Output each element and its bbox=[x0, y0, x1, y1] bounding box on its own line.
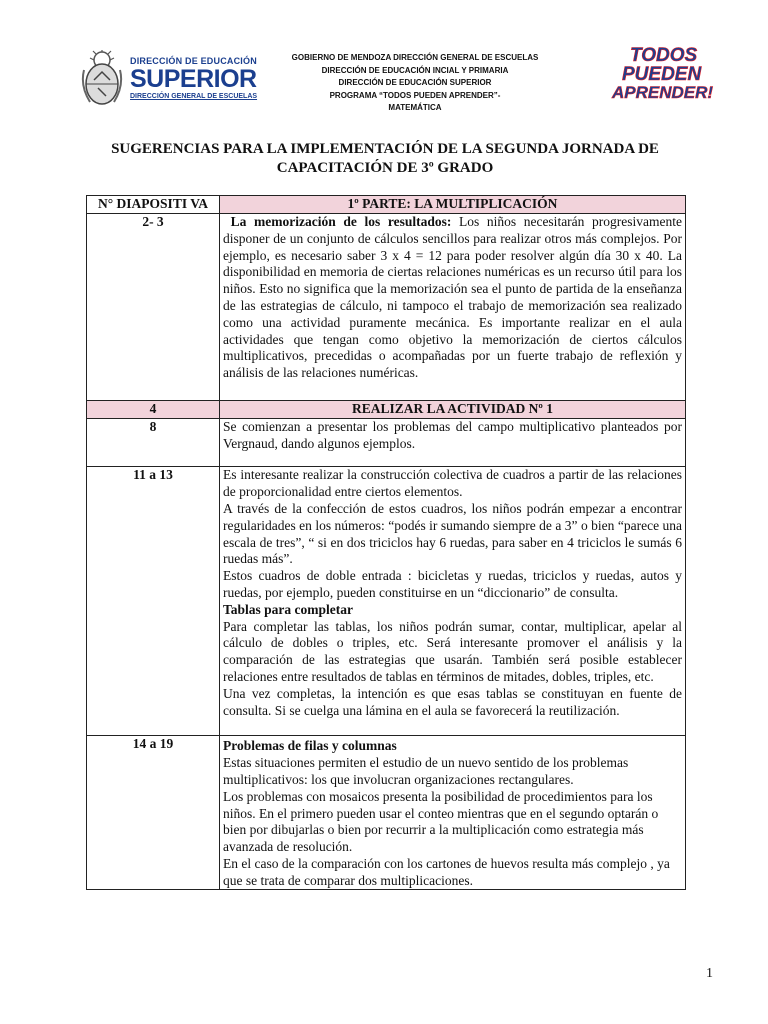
table-row bbox=[87, 400, 686, 418]
header-line: PROGRAMA “TODOS PUEDEN APRENDER”- bbox=[329, 90, 501, 100]
page-header bbox=[0, 0, 768, 120]
col-header-slide: N° DIAPOSITI VA bbox=[87, 196, 220, 214]
table-row bbox=[87, 467, 686, 736]
title-line-2: CAPACITACIÓN DE 3º GRADO bbox=[276, 160, 494, 176]
slide-number: 4 bbox=[87, 400, 220, 418]
header-line: MATEMÁTICA bbox=[388, 103, 442, 112]
paragraph: Estos cuadros de doble entrada : bicicletas y ruedas, triciclos y ruedas, autos y ruedas, por ejemplo, pueden constituirse en un “diccionario” de consulta. bbox=[223, 568, 682, 600]
table-header-row bbox=[87, 196, 686, 214]
logo-word-2: PUEDEN bbox=[622, 64, 702, 85]
paragraph: Es interesante realizar la construcción colectiva de cuadros a partir de las relaciones de proporcionalidad entre ciertos elementos. bbox=[223, 467, 682, 500]
header-line: DIRECCIÓN DE EDUCACIÓN SUPERIOR bbox=[338, 78, 492, 87]
section-subtitle: Problemas de filas y columnas bbox=[223, 738, 397, 754]
paragraph: Para completar las tablas, los niños podrán sumar, contar, multiplicar, apelar al cálculo de dobles o triples, etc. Será interesante promover el análisis y la comparación de las estrategias que usarán. También será posible establecer relaciones entre resultados de tablas en términos de mitades, dobles, triples, etc. bbox=[223, 618, 682, 684]
coat-of-arms-icon bbox=[80, 50, 124, 106]
table-row bbox=[87, 418, 686, 467]
content-table bbox=[86, 195, 686, 890]
slide-number: 14 a 19 bbox=[87, 736, 220, 890]
row-content bbox=[220, 736, 686, 890]
header-text bbox=[270, 52, 560, 115]
slide-number: 8 bbox=[87, 418, 220, 467]
logo-word-1: TODOS bbox=[630, 45, 698, 66]
paragraph: Los problemas con mosaicos presenta la posibilidad de procedimientos para los niños. En el primero pueden usar el conteo mientras que en el segundo optarán o bien por dibujarlas o bien por recurrir a la multiplicación como estrategia más avanzada de resolución. bbox=[223, 788, 659, 855]
row-lead: La memorización de los resultados: bbox=[230, 214, 452, 229]
paragraph: A través de la confección de estos cuadros, los niños podrán empezar a encontrar regularidades en los números: “podés ir sumando siempre de a 3” o bien “parece una escala de tres”, “ si en dos triciclos hay 6 ruedas, para saber en 4 triciclos le sumás 6 ruedas más”. bbox=[223, 500, 682, 567]
todos-pueden-aprender-logo bbox=[610, 44, 714, 106]
col-header-part: 1º PARTE: LA MULTIPLICACIÓN bbox=[220, 196, 686, 214]
section-subtitle: Tablas para completar bbox=[223, 601, 354, 617]
logo-line-2: SUPERIOR bbox=[130, 65, 257, 93]
paragraph: Estas situaciones permiten el estudio de un nuevo sentido de los problemas multiplicativos: los que involucran organizaciones rectangulares. bbox=[223, 755, 629, 787]
page-number: 1 bbox=[706, 966, 713, 981]
table-row bbox=[87, 736, 686, 890]
logo-line-1: DIRECCIÓN DE EDUCACIÓN bbox=[130, 56, 257, 66]
slide-number: 2- 3 bbox=[87, 214, 220, 401]
paragraph: Una vez completas, la intención es que esas tablas se constituyan en fuente de consulta. Si se cuelga una lámina en el aula se favorecerá la reutilización. bbox=[223, 685, 682, 718]
title-line-1: SUGERENCIAS PARA LA IMPLEMENTACIÓN DE LA SEGUNDA JORNADA DE bbox=[111, 141, 659, 157]
table-row bbox=[87, 214, 686, 401]
logo-line-3: DIRECCIÓN GENERAL DE ESCUELAS bbox=[130, 93, 258, 100]
logo-word-3: APRENDER! bbox=[612, 83, 714, 102]
direccion-superior-logo bbox=[80, 50, 258, 110]
slide-number: 11 a 13 bbox=[87, 467, 220, 736]
row-text: Los niños necesitarán progresivamente disponer de un conjunto de cálculos sencillos para realizar otros más complejos. Por ejemplo, es necesario saber 3 x 4 = 12 para poder resolver algún día 30 x 40. La disponibilidad en memoria de ciertas relaciones numéricas es un recurso útil para los niños. Esto no significa que la memorización sea el punto de partida de la enseñanza de las estrategias de cálculo, ni tampoco el trabajo de memorización sea realizado como una actividad puramente mecánica. Es importante realizar en el aula actividades que tengan como objetivo la memorización de ciertos cálculos multiplicativos, precedidas o acompañadas por un fuerte trabajo de reflexión y análisis de las relaciones numéricas. bbox=[223, 214, 683, 381]
header-line: DIRECCIÓN DE EDUCACIÓN INCIAL Y PRIMARIA bbox=[321, 65, 509, 75]
row-content bbox=[220, 467, 686, 736]
activity-label: REALIZAR LA ACTIVIDAD Nº 1 bbox=[220, 400, 686, 418]
header-line: GOBIERNO DE MENDOZA DIRECCIÓN GENERAL DE ESCUELAS bbox=[291, 53, 539, 62]
document-title bbox=[60, 140, 710, 178]
row-content: Se comienzan a presentar los problemas del campo multiplicativo planteados por Vergnaud, dando algunos ejemplos. bbox=[220, 418, 686, 467]
row-content bbox=[220, 214, 686, 401]
paragraph: En el caso de la comparación con los cartones de huevos resulta más complejo , ya que se trata de comparar dos multiplicaciones. bbox=[223, 855, 670, 888]
